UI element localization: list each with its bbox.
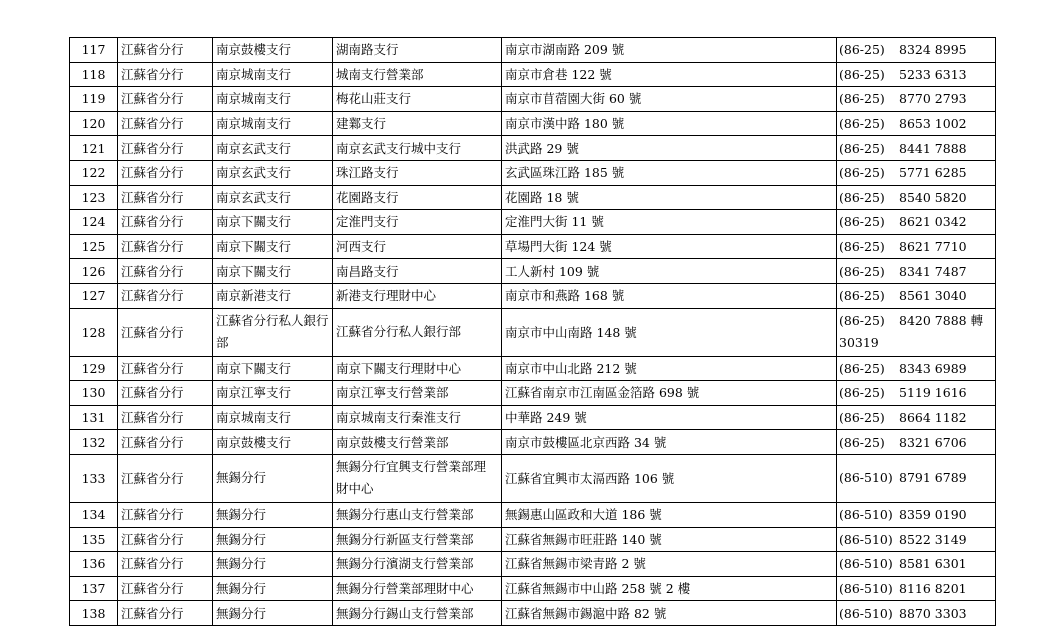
- area-code: (86-25): [839, 239, 885, 255]
- row-number: 120: [70, 111, 118, 136]
- address-cell: 洪武路 29 號: [502, 136, 837, 161]
- table-row: [70, 160, 996, 185]
- row-number: 124: [70, 210, 118, 235]
- phone-number: 8870 3303: [899, 605, 967, 621]
- sub-branch-cell: 建鄴支行: [333, 111, 502, 136]
- area-code: (86-25): [839, 434, 885, 450]
- province-branch-cell: 江蘇省分行: [118, 576, 213, 601]
- province-branch-cell: 江蘇省分行: [118, 87, 213, 112]
- branch-cell: 無錫分行: [213, 552, 333, 577]
- area-code: (86-25): [839, 410, 885, 426]
- row-number: 123: [70, 185, 118, 210]
- phone-cell: [837, 552, 996, 577]
- phone-cell: [837, 381, 996, 406]
- area-code: (86-510): [839, 605, 893, 621]
- sub-branch-cell: 南京玄武支行城中支行: [333, 136, 502, 161]
- phone-number: 8581 6301: [899, 556, 967, 572]
- branch-cell: 南京下關支行: [213, 259, 333, 284]
- province-branch-cell: 江蘇省分行: [118, 62, 213, 87]
- table-row: [70, 308, 996, 356]
- sub-branch-cell: 無錫分行新區支行營業部: [333, 527, 502, 552]
- row-number: 130: [70, 381, 118, 406]
- phone-number: 8791 6789: [899, 470, 967, 486]
- area-code: (86-25): [839, 66, 885, 82]
- row-number: 133: [70, 454, 118, 502]
- table-row: [70, 527, 996, 552]
- row-number: 137: [70, 576, 118, 601]
- sub-branch-cell: 湖南路支行: [333, 38, 502, 63]
- sub-branch-cell: 河西支行: [333, 234, 502, 259]
- branch-cell: 南京新港支行: [213, 283, 333, 308]
- area-code: (86-25): [839, 140, 885, 156]
- province-branch-cell: 江蘇省分行: [118, 552, 213, 577]
- branch-cell: 南京鼓樓支行: [213, 430, 333, 455]
- branch-cell: 南京下關支行: [213, 210, 333, 235]
- area-code: (86-25): [839, 91, 885, 107]
- phone-cell: [837, 356, 996, 381]
- phone-number: 8653 1002: [899, 116, 967, 132]
- row-number: 118: [70, 62, 118, 87]
- phone-cell: [837, 185, 996, 210]
- address-cell: 南京市中山北路 212 號: [502, 356, 837, 381]
- row-number: 119: [70, 87, 118, 112]
- branch-cell: 南京城南支行: [213, 87, 333, 112]
- address-cell: 南京市苜蓿園大街 60 號: [502, 87, 837, 112]
- row-number: 122: [70, 160, 118, 185]
- area-code: (86-25): [839, 313, 885, 329]
- address-cell: 南京市漢中路 180 號: [502, 111, 837, 136]
- table-row: [70, 552, 996, 577]
- table-row: [70, 38, 996, 63]
- phone-cell: [837, 527, 996, 552]
- table-row: [70, 356, 996, 381]
- province-branch-cell: 江蘇省分行: [118, 356, 213, 381]
- phone-number: 5771 6285: [899, 165, 967, 181]
- phone-cell: [837, 308, 996, 356]
- sub-branch-cell: 花園路支行: [333, 185, 502, 210]
- area-code: (86-25): [839, 165, 885, 181]
- phone-cell: [837, 405, 996, 430]
- phone-number: 8664 1182: [899, 410, 967, 426]
- phone-number: 8540 5820: [899, 189, 967, 205]
- phone-cell: [837, 234, 996, 259]
- row-number: 129: [70, 356, 118, 381]
- phone-number: 8621 7710: [899, 239, 967, 255]
- phone-number: 8359 0190: [899, 507, 967, 523]
- phone-number: 8116 8201: [899, 580, 967, 596]
- province-branch-cell: 江蘇省分行: [118, 136, 213, 161]
- sub-branch-cell: 無錫分行營業部理財中心: [333, 576, 502, 601]
- branch-cell: 南京玄武支行: [213, 136, 333, 161]
- address-cell: 南京市湖南路 209 號: [502, 38, 837, 63]
- address-cell: 江蘇省無錫市梁青路 2 號: [502, 552, 837, 577]
- sub-branch-cell: 新港支行理財中心: [333, 283, 502, 308]
- address-cell: 江蘇省南京市江南區金箔路 698 號: [502, 381, 837, 406]
- table-row: [70, 185, 996, 210]
- phone-number: 5119 1616: [899, 385, 967, 401]
- branch-cell: 南京下關支行: [213, 234, 333, 259]
- province-branch-cell: 江蘇省分行: [118, 234, 213, 259]
- table-row: [70, 259, 996, 284]
- address-cell: 南京市中山南路 148 號: [502, 308, 837, 356]
- address-cell: 江蘇省無錫市中山路 258 號 2 樓: [502, 576, 837, 601]
- branch-cell: 南京城南支行: [213, 405, 333, 430]
- address-cell: 江蘇省宜興市太滆西路 106 號: [502, 454, 837, 502]
- province-branch-cell: 江蘇省分行: [118, 160, 213, 185]
- address-cell: 草場門大街 124 號: [502, 234, 837, 259]
- phone-cell: [837, 210, 996, 235]
- branch-table-body: [70, 38, 996, 626]
- branch-cell: 南京鼓樓支行: [213, 38, 333, 63]
- area-code: (86-510): [839, 531, 893, 547]
- sub-branch-cell: 無錫分行惠山支行營業部: [333, 502, 502, 527]
- province-branch-cell: 江蘇省分行: [118, 185, 213, 210]
- address-cell: 中華路 249 號: [502, 405, 837, 430]
- table-row: [70, 62, 996, 87]
- table-row: [70, 576, 996, 601]
- phone-cell: [837, 576, 996, 601]
- sub-branch-cell: 南京鼓樓支行營業部: [333, 430, 502, 455]
- table-row: [70, 430, 996, 455]
- province-branch-cell: 江蘇省分行: [118, 210, 213, 235]
- branch-cell: 南京玄武支行: [213, 160, 333, 185]
- row-number: 136: [70, 552, 118, 577]
- row-number: 121: [70, 136, 118, 161]
- table-row: [70, 87, 996, 112]
- table-row: [70, 405, 996, 430]
- phone-cell: [837, 283, 996, 308]
- branch-cell: 無錫分行: [213, 576, 333, 601]
- sub-branch-cell: 珠江路支行: [333, 160, 502, 185]
- phone-cell: [837, 87, 996, 112]
- phone-cell: [837, 62, 996, 87]
- province-branch-cell: 江蘇省分行: [118, 381, 213, 406]
- area-code: (86-25): [839, 189, 885, 205]
- branch-cell: 南京玄武支行: [213, 185, 333, 210]
- phone-cell: [837, 454, 996, 502]
- area-code: (86-510): [839, 507, 893, 523]
- row-number: 125: [70, 234, 118, 259]
- phone-number: 8341 7487: [899, 263, 967, 279]
- table-row: [70, 234, 996, 259]
- sub-branch-cell: 梅花山莊支行: [333, 87, 502, 112]
- branch-cell: 南京江寧支行: [213, 381, 333, 406]
- sub-branch-cell: 無錫分行濱湖支行營業部: [333, 552, 502, 577]
- province-branch-cell: 江蘇省分行: [118, 430, 213, 455]
- province-branch-cell: 江蘇省分行: [118, 111, 213, 136]
- phone-number: 8522 3149: [899, 531, 967, 547]
- row-number: 126: [70, 259, 118, 284]
- phone-number: 8561 3040: [899, 288, 967, 304]
- phone-number: 8321 6706: [899, 434, 967, 450]
- province-branch-cell: 江蘇省分行: [118, 308, 213, 356]
- province-branch-cell: 江蘇省分行: [118, 527, 213, 552]
- address-cell: 南京市鼓樓區北京西路 34 號: [502, 430, 837, 455]
- phone-number: 8324 8995: [899, 42, 967, 58]
- area-code: (86-25): [839, 360, 885, 376]
- phone-number: 8770 2793: [899, 91, 967, 107]
- sub-branch-cell: 南京江寧支行營業部: [333, 381, 502, 406]
- branch-cell: 無錫分行: [213, 454, 333, 502]
- address-cell: 定淮門大街 11 號: [502, 210, 837, 235]
- province-branch-cell: 江蘇省分行: [118, 454, 213, 502]
- phone-number: 5233 6313: [899, 66, 967, 82]
- branch-cell: 南京城南支行: [213, 111, 333, 136]
- branch-cell: 江蘇省分行私人銀行部: [213, 308, 333, 356]
- branch-cell: 南京下關支行: [213, 356, 333, 381]
- row-number: 132: [70, 430, 118, 455]
- row-number: 127: [70, 283, 118, 308]
- phone-number: 8621 0342: [899, 214, 967, 230]
- province-branch-cell: 江蘇省分行: [118, 405, 213, 430]
- branch-cell: 無錫分行: [213, 502, 333, 527]
- table-row: [70, 210, 996, 235]
- phone-cell: [837, 601, 996, 626]
- area-code: (86-510): [839, 556, 893, 572]
- area-code: (86-25): [839, 288, 885, 304]
- table-row: [70, 111, 996, 136]
- row-number: 117: [70, 38, 118, 63]
- phone-cell: [837, 160, 996, 185]
- province-branch-cell: 江蘇省分行: [118, 38, 213, 63]
- sub-branch-cell: 定淮門支行: [333, 210, 502, 235]
- area-code: (86-25): [839, 263, 885, 279]
- phone-number: 8420 7888 轉 30319: [839, 313, 984, 351]
- address-cell: 南京市倉巷 122 號: [502, 62, 837, 87]
- phone-cell: [837, 136, 996, 161]
- address-cell: 工人新村 109 號: [502, 259, 837, 284]
- branch-cell: 無錫分行: [213, 527, 333, 552]
- address-cell: 江蘇省無錫市錫滬中路 82 號: [502, 601, 837, 626]
- sub-branch-cell: 江蘇省分行私人銀行部: [333, 308, 502, 356]
- address-cell: 無錫惠山區政和大道 186 號: [502, 502, 837, 527]
- area-code: (86-25): [839, 214, 885, 230]
- province-branch-cell: 江蘇省分行: [118, 259, 213, 284]
- phone-cell: [837, 38, 996, 63]
- branch-table: [69, 37, 996, 626]
- province-branch-cell: 江蘇省分行: [118, 283, 213, 308]
- phone-number: 8441 7888: [899, 140, 967, 156]
- row-number: 135: [70, 527, 118, 552]
- row-number: 128: [70, 308, 118, 356]
- province-branch-cell: 江蘇省分行: [118, 502, 213, 527]
- address-cell: 玄武區珠江路 185 號: [502, 160, 837, 185]
- table-row: [70, 454, 996, 502]
- sub-branch-cell: 南昌路支行: [333, 259, 502, 284]
- sub-branch-cell: 無錫分行宜興支行營業部理財中心: [333, 454, 502, 502]
- area-code: (86-510): [839, 580, 893, 596]
- address-cell: 花園路 18 號: [502, 185, 837, 210]
- table-row: [70, 381, 996, 406]
- address-cell: 南京市和燕路 168 號: [502, 283, 837, 308]
- table-row: [70, 283, 996, 308]
- row-number: 138: [70, 601, 118, 626]
- row-number: 134: [70, 502, 118, 527]
- sub-branch-cell: 南京下關支行理財中心: [333, 356, 502, 381]
- branch-cell: 無錫分行: [213, 601, 333, 626]
- row-number: 131: [70, 405, 118, 430]
- address-cell: 江蘇省無錫市旺莊路 140 號: [502, 527, 837, 552]
- branch-cell: 南京城南支行: [213, 62, 333, 87]
- phone-cell: [837, 111, 996, 136]
- sub-branch-cell: 城南支行營業部: [333, 62, 502, 87]
- area-code: (86-25): [839, 385, 885, 401]
- table-row: [70, 601, 996, 626]
- table-row: [70, 136, 996, 161]
- phone-cell: [837, 502, 996, 527]
- table-row: [70, 502, 996, 527]
- sub-branch-cell: 無錫分行錫山支行營業部: [333, 601, 502, 626]
- area-code: (86-25): [839, 42, 885, 58]
- phone-cell: [837, 259, 996, 284]
- sub-branch-cell: 南京城南支行秦淮支行: [333, 405, 502, 430]
- area-code: (86-25): [839, 116, 885, 132]
- area-code: (86-510): [839, 470, 893, 486]
- phone-cell: [837, 430, 996, 455]
- province-branch-cell: 江蘇省分行: [118, 601, 213, 626]
- phone-number: 8343 6989: [899, 360, 967, 376]
